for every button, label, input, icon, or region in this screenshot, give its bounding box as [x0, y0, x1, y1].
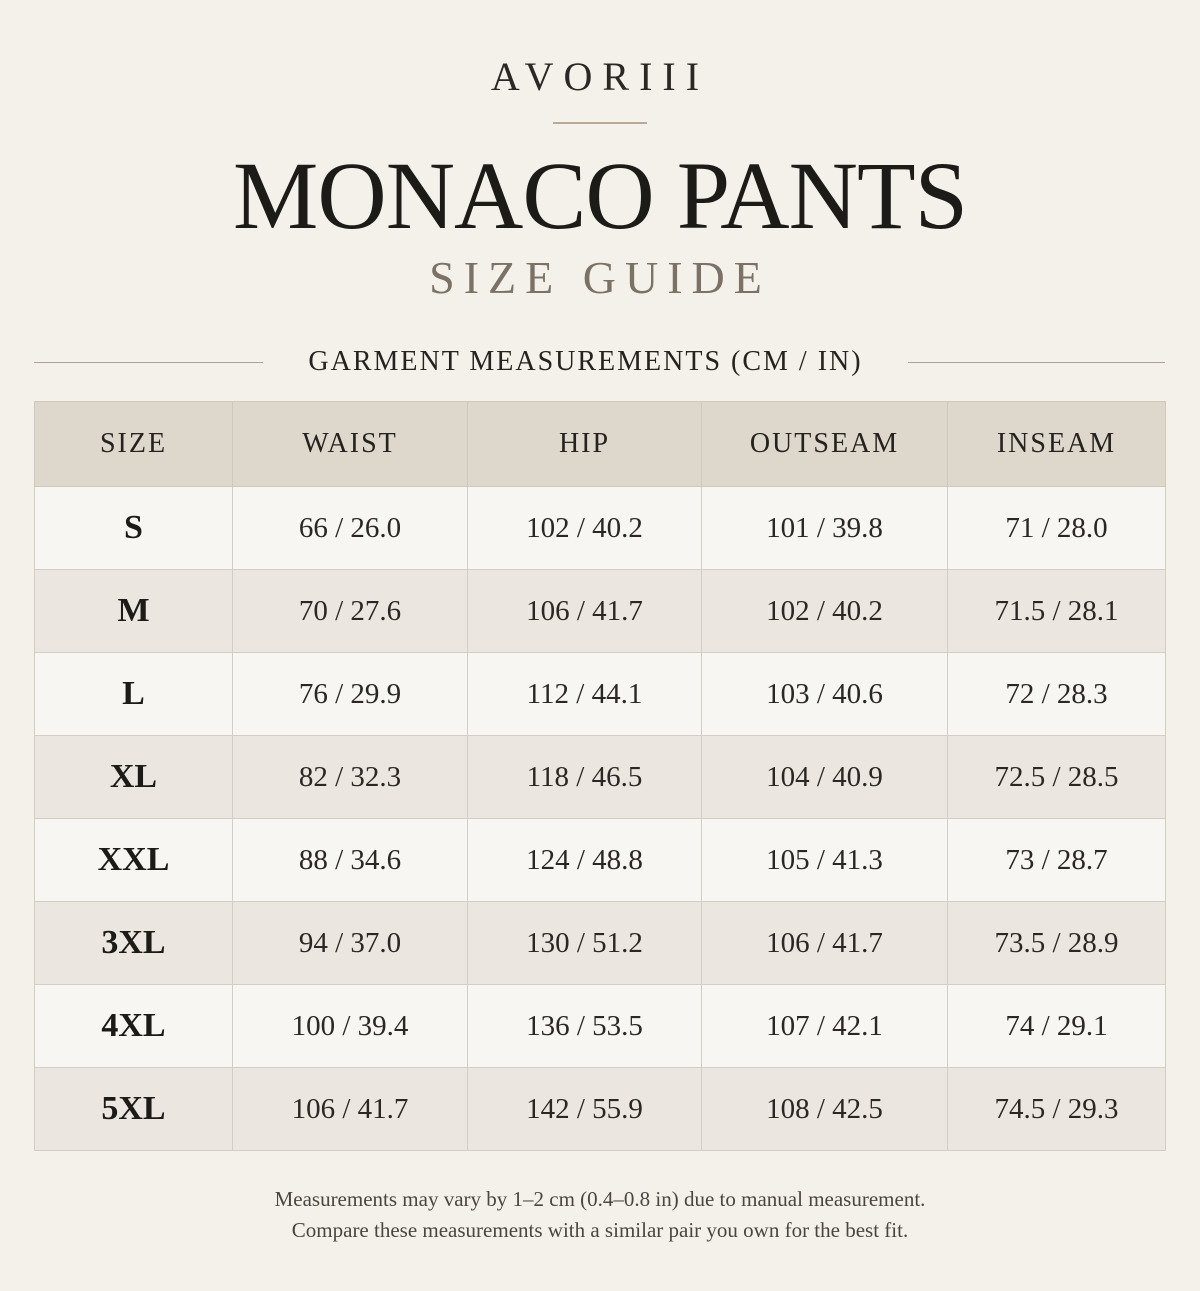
table-row: [35, 819, 1166, 902]
size-label: L: [35, 653, 233, 736]
hip-cell: 118 / 46.5: [468, 736, 702, 819]
hip-cell: 106 / 41.7: [468, 570, 702, 653]
size-label: 4XL: [35, 985, 233, 1068]
size-table: [34, 401, 1166, 1151]
column-header-size: SIZE: [35, 402, 233, 487]
outseam-cell: 105 / 41.3: [702, 819, 948, 902]
table-row: [35, 902, 1166, 985]
outseam-cell: 102 / 40.2: [702, 570, 948, 653]
size-label: 5XL: [35, 1068, 233, 1151]
footnote-variance: Measurements may vary by 1–2 cm (0.4–0.8 in) due to manual measurement.: [274, 1187, 926, 1211]
waist-cell: 88 / 34.6: [233, 819, 468, 902]
hip-cell: 136 / 53.5: [468, 985, 702, 1068]
outseam-cell: 107 / 42.1: [702, 985, 948, 1068]
column-header-inseam: INSEAM: [948, 402, 1166, 487]
waist-cell: 94 / 37.0: [233, 902, 468, 985]
hip-cell: 142 / 55.9: [468, 1068, 702, 1151]
section-divider-right: [908, 362, 1165, 363]
inseam-cell: 73.5 / 28.9: [948, 902, 1166, 985]
inseam-cell: 72.5 / 28.5: [948, 736, 1166, 819]
column-header-hip: HIP: [468, 402, 702, 487]
hip-cell: 130 / 51.2: [468, 902, 702, 985]
footnote-fit-advice: Compare these measurements with a similar pair you own for the best fit.: [291, 1218, 909, 1242]
inseam-cell: 71.5 / 28.1: [948, 570, 1166, 653]
size-label: 3XL: [35, 902, 233, 985]
column-header-waist: WAIST: [233, 402, 468, 487]
table-row: [35, 570, 1166, 653]
section-heading: GARMENT MEASUREMENTS (CM / IN): [308, 346, 863, 377]
inseam-cell: 72 / 28.3: [948, 653, 1166, 736]
size-label: XXL: [35, 819, 233, 902]
page-subtitle: SIZE GUIDE: [429, 252, 771, 303]
brand-name: AVORIII: [490, 54, 710, 99]
column-header-outseam: OUTSEAM: [702, 402, 948, 487]
table-header-row: [35, 402, 1166, 487]
table-row: [35, 653, 1166, 736]
brand-divider: [553, 122, 647, 124]
waist-cell: 106 / 41.7: [233, 1068, 468, 1151]
outseam-cell: 101 / 39.8: [702, 487, 948, 570]
table-row: [35, 736, 1166, 819]
table-row: [35, 1068, 1166, 1151]
inseam-cell: 71 / 28.0: [948, 487, 1166, 570]
waist-cell: 82 / 32.3: [233, 736, 468, 819]
waist-cell: 76 / 29.9: [233, 653, 468, 736]
hip-cell: 112 / 44.1: [468, 653, 702, 736]
section-divider-left: [34, 362, 263, 363]
inseam-cell: 73 / 28.7: [948, 819, 1166, 902]
page-title: MONACO PANTS: [233, 142, 967, 249]
waist-cell: 66 / 26.0: [233, 487, 468, 570]
outseam-cell: 106 / 41.7: [702, 902, 948, 985]
outseam-cell: 108 / 42.5: [702, 1068, 948, 1151]
inseam-cell: 74 / 29.1: [948, 985, 1166, 1068]
table-row: [35, 985, 1166, 1068]
outseam-cell: 104 / 40.9: [702, 736, 948, 819]
table-row: [35, 487, 1166, 570]
hip-cell: 102 / 40.2: [468, 487, 702, 570]
size-label: XL: [35, 736, 233, 819]
size-label: S: [35, 487, 233, 570]
outseam-cell: 103 / 40.6: [702, 653, 948, 736]
waist-cell: 70 / 27.6: [233, 570, 468, 653]
waist-cell: 100 / 39.4: [233, 985, 468, 1068]
hip-cell: 124 / 48.8: [468, 819, 702, 902]
inseam-cell: 74.5 / 29.3: [948, 1068, 1166, 1151]
size-label: M: [35, 570, 233, 653]
